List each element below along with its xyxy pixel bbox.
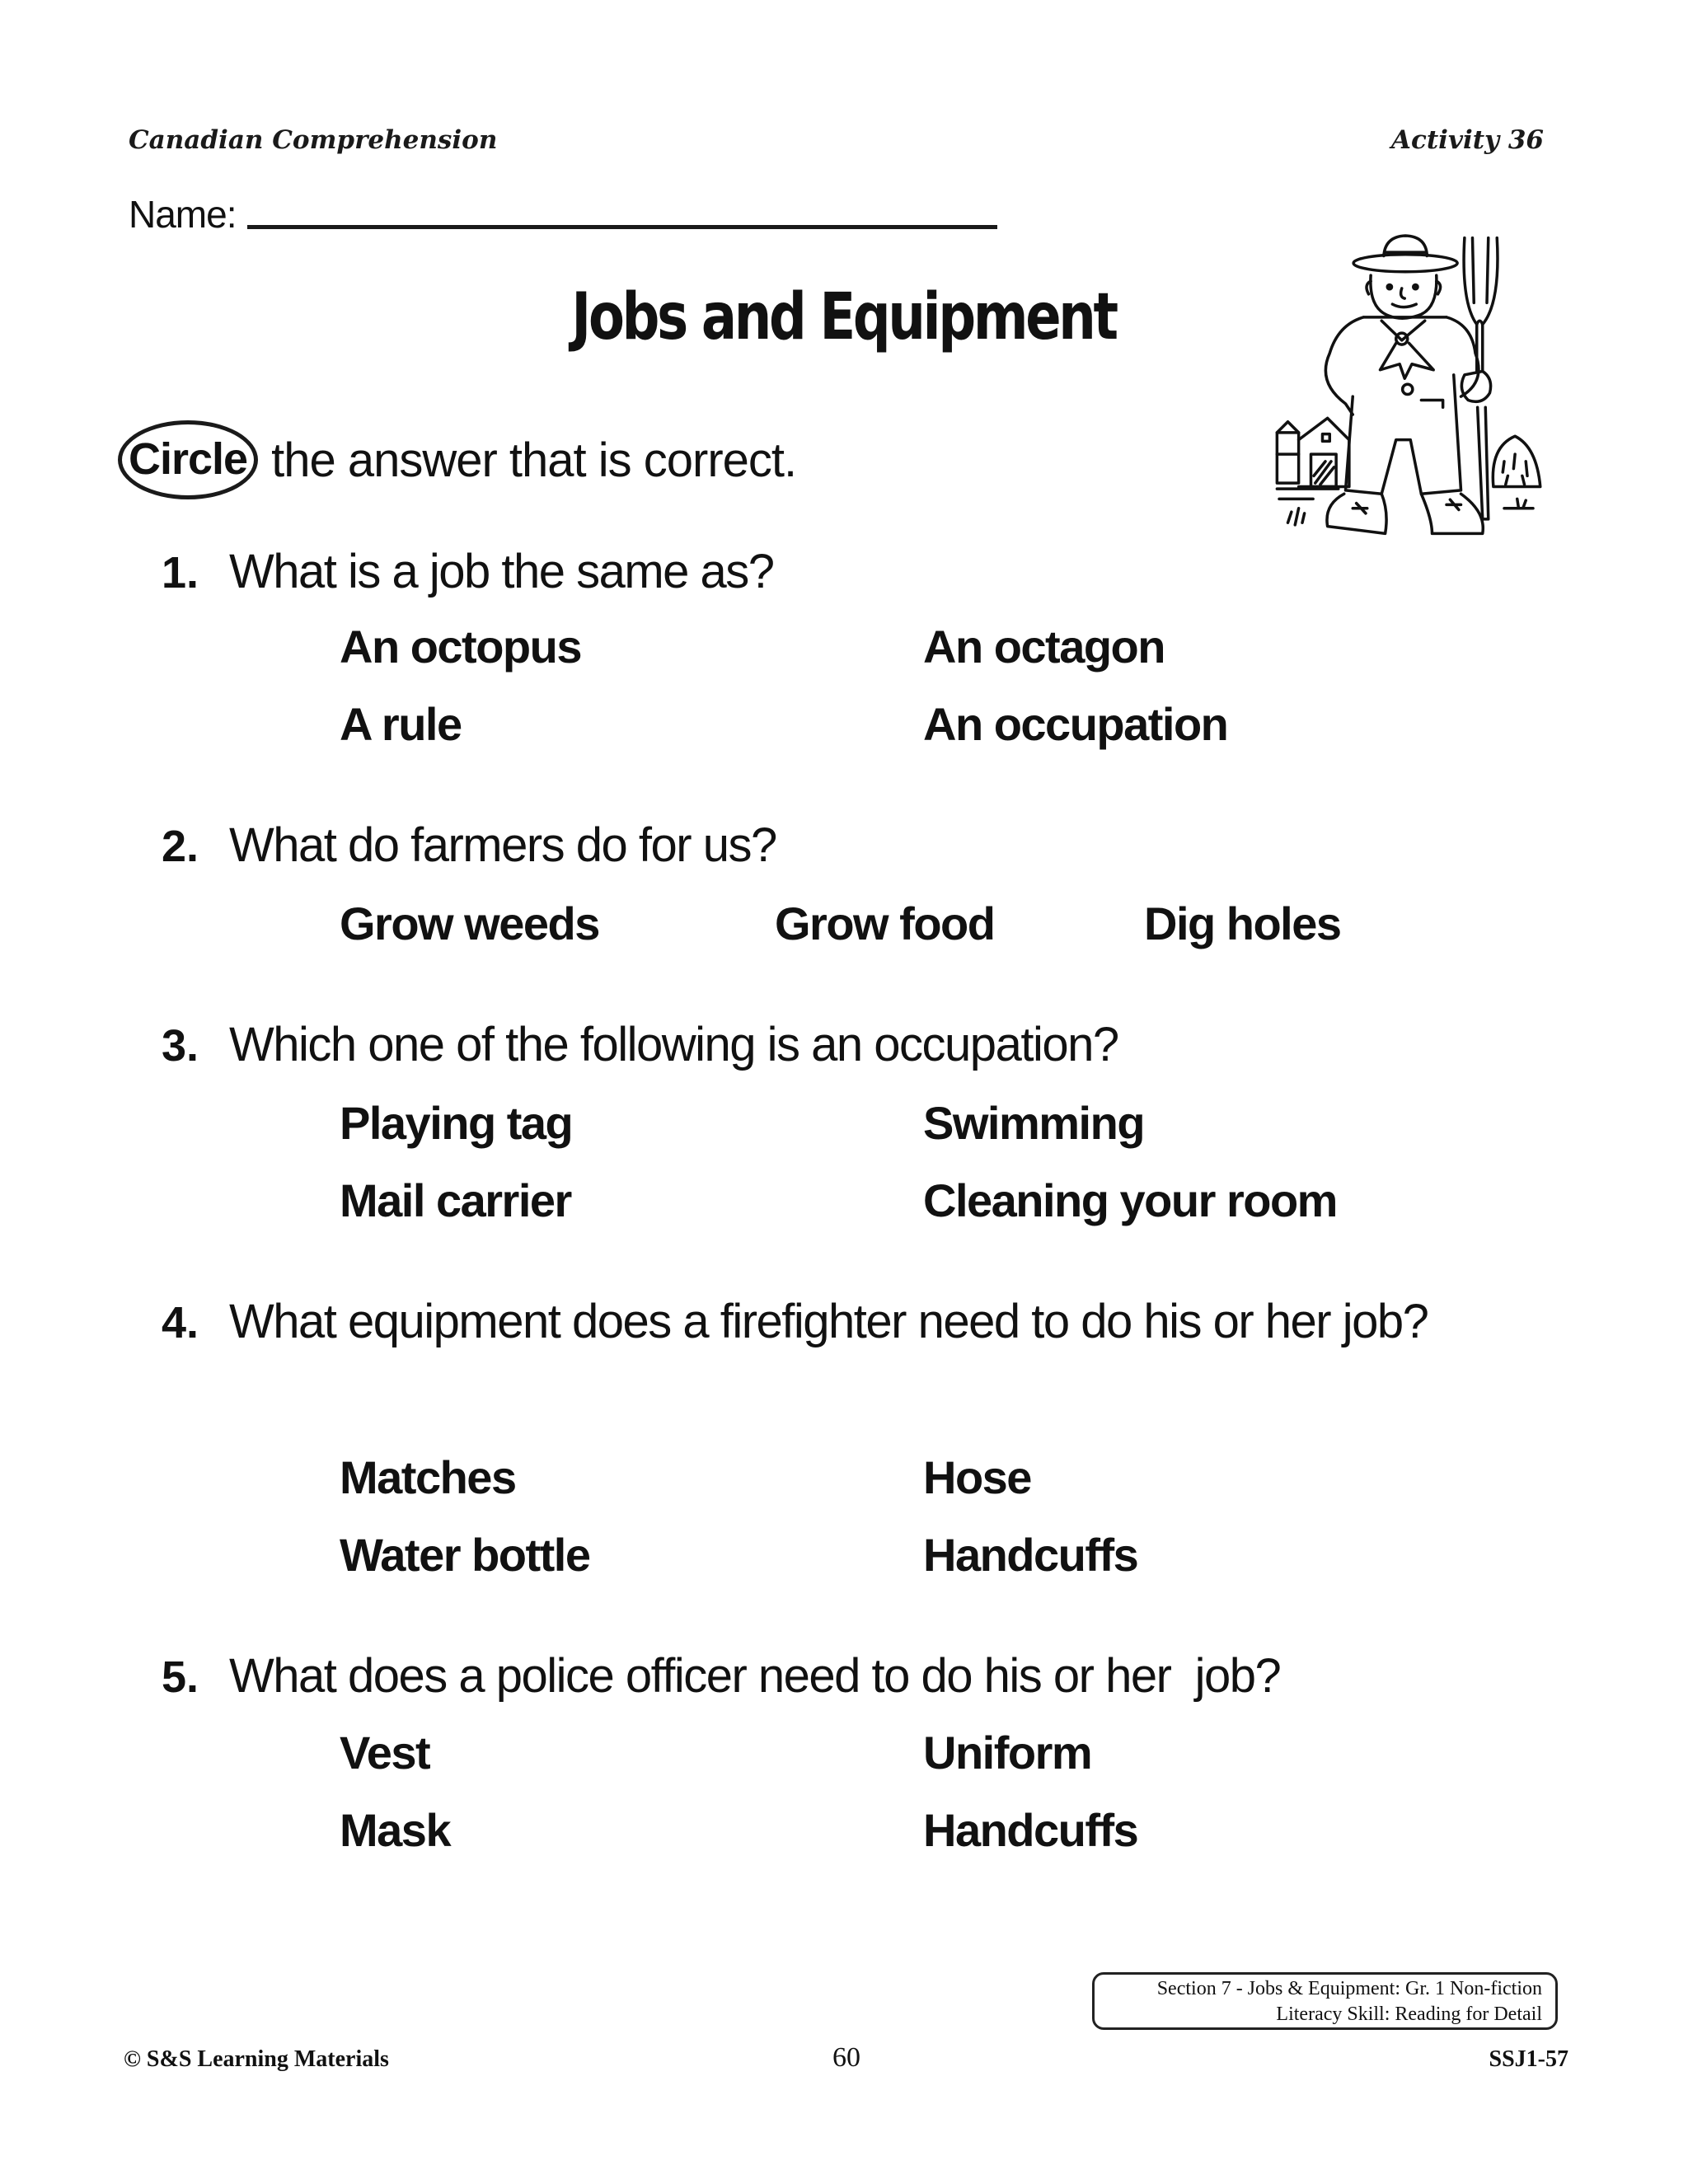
copyright: © S&S Learning Materials [124, 2046, 389, 2072]
answer-option[interactable]: Playing tag [340, 1097, 573, 1149]
question-text: What do farmers do for us? [229, 818, 776, 872]
answer-option[interactable]: Cleaning your room [923, 1174, 1337, 1226]
question-number: 4. [162, 1298, 199, 1347]
question-text: What does a police officer need to do his or her job? [229, 1649, 1281, 1703]
answer-option[interactable]: Grow food [775, 898, 995, 949]
answer-option[interactable]: An octopus [340, 621, 581, 673]
skill-line: Literacy Skill: Reading for Detail [1276, 2004, 1542, 2025]
name-field-row [129, 191, 997, 237]
instructions [118, 420, 796, 499]
question-number: 2. [162, 822, 199, 871]
answer-option[interactable]: Grow weeds [340, 898, 599, 949]
answer-option[interactable]: A rule [340, 698, 462, 750]
answer-option[interactable]: Water bottle [340, 1529, 590, 1581]
answer-option[interactable]: Swimming [923, 1097, 1145, 1149]
answer-option[interactable]: An occupation [923, 698, 1228, 750]
question-2 [162, 808, 776, 883]
answer-option[interactable]: Handcuffs [923, 1529, 1138, 1581]
question-number: 5. [162, 1652, 199, 1702]
question-number: 3. [162, 1021, 199, 1071]
page-title: Jobs and Equipment [571, 280, 1116, 354]
farmer-with-pitchfork-icon [1245, 204, 1591, 567]
question-3 [162, 1007, 1118, 1083]
answer-option[interactable]: Dig holes [1144, 898, 1341, 949]
circled-word: Circle [118, 420, 258, 499]
question-text: What equipment does a firefighter need to do his or her job? [229, 1295, 1428, 1348]
answer-option[interactable]: Mail carrier [340, 1174, 571, 1226]
answer-option[interactable]: Vest [340, 1727, 430, 1779]
section-line: Section 7 - Jobs & Equipment: Gr. 1 Non-fiction [1156, 1978, 1542, 1999]
question-number: 1. [162, 548, 199, 598]
answer-option[interactable]: Uniform [923, 1727, 1092, 1779]
section-info-box [1092, 1972, 1558, 2030]
question-text: What is a job the same as? [229, 545, 774, 598]
instructions-text: the answer that is correct. [271, 433, 797, 487]
answer-option[interactable]: Matches [340, 1451, 516, 1503]
question-1 [162, 534, 774, 610]
question-4 [162, 1284, 1589, 1360]
name-label: Name: [129, 193, 237, 236]
answer-option[interactable]: Handcuffs [923, 1804, 1138, 1856]
series-title: Canadian Comprehension [129, 125, 498, 155]
answer-option[interactable]: Hose [923, 1451, 1031, 1503]
answer-option[interactable]: An octagon [923, 621, 1165, 673]
answer-option[interactable]: Mask [340, 1804, 451, 1856]
page-number: 60 [832, 2042, 860, 2073]
question-5 [162, 1638, 1280, 1714]
activity-number: Activity 36 [1390, 125, 1544, 155]
question-text: Which one of the following is an occupation? [229, 1018, 1118, 1071]
name-input-line[interactable] [247, 225, 997, 229]
product-code: SSJ1-57 [1489, 2046, 1568, 2072]
